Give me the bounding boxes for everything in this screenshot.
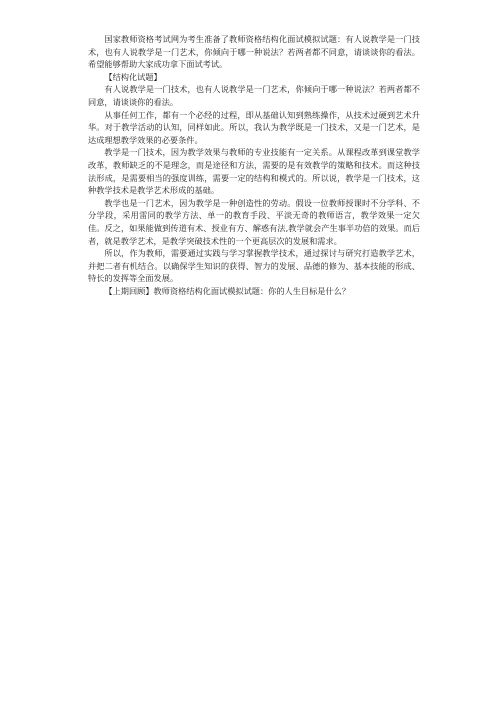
conclusion-paragraph: 所以，作为教师，需要通过实践与学习掌握教学技术，通过探讨与研究打造教学艺术，并把二者有机结合。以确保学生知识的获得、智力的发展、品德的修为、基本技能的形成、特长的发挥等全面发展。 [88, 248, 420, 284]
section-heading-structured-question: 【结构化试题】 [104, 71, 162, 82]
answer-paragraph-2: 教学是一门技术，因为教学效果与教师的专业技能有一定关系。从课程改革到课堂教学改革，教师缺乏的不是理念，而是途径和方法，需要的是有效教学的策略和技术。而这种技法形成，是需要相当的强度训练，需要一定的结构和模式的。所以说，教学是一门技术，这种教学技术是教学艺术形成的基础。 [88, 147, 420, 196]
answer-paragraph-3: 教学也是一门艺术，因为教学是一种创造性的劳动。假设一位教师授课时不分学科、不分学段，采用雷同的教学方法、单一的教育手段、平淡无奇的教师语言，教学效果一定欠佳。反之，如果能做到传道有术、授业有方、解惑有法,教学就会产生事半功倍的效果。而后者，就是教学艺术，是教学突破技术性的一个更高层次的发展和需求。 [88, 197, 420, 246]
document-body [88, 33, 420, 297]
previous-issue-link: 【上期回顾】教师资格结构化面试模拟试题：你的人生目标是什么？ [104, 285, 351, 296]
intro-paragraph: 国家教师资格考试网为考生准备了教师资格结构化面试模拟试题：有人说教学是一门技术，也有人说教学是一门艺术，你倾向于哪一种说法？若两者都不同意，请谈谈你的看法。希望能够帮助大家成功拿下面试考试。 [88, 34, 420, 70]
answer-paragraph-1: 从事任何工作，都有一个必经的过程，即从基础认知到熟练操作，从技术过硬到艺术升华。对于教学活动的认知，同样如此。所以，我认为教学既是一门技术，又是一门艺术，是达成理想教学效果的必要条件。 [88, 109, 420, 145]
question-paragraph: 有人说教学是一门技术，也有人说教学是一门艺术，你倾向于哪一种说法？若两者都不同意，请谈谈你的看法。 [88, 84, 420, 107]
